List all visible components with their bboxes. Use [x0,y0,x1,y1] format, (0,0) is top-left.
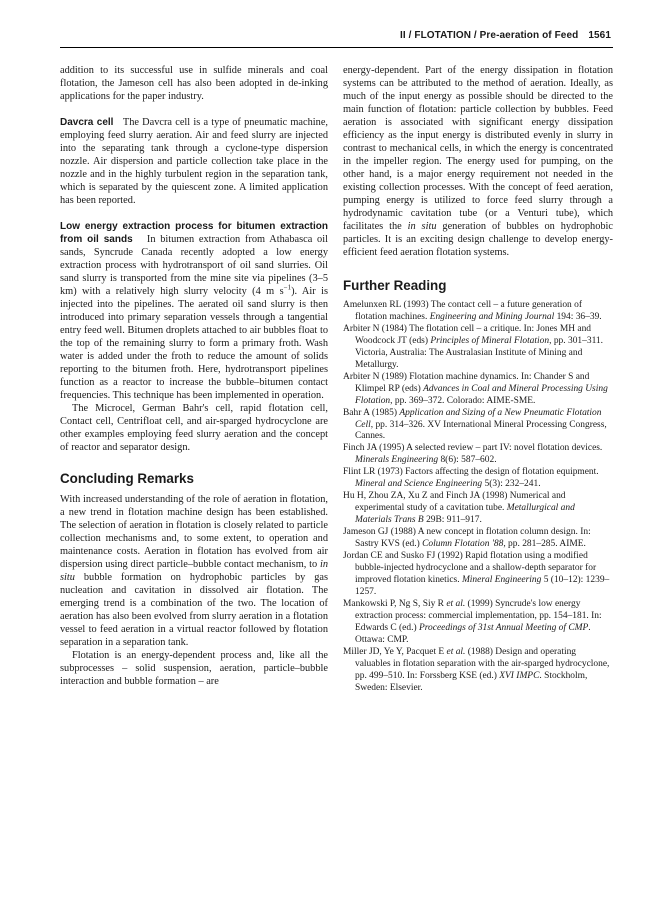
running-title: II / FLOTATION / Pre-aeration of Feed [400,30,579,41]
low-energy-paragraph [60,220,328,402]
page-number: 1561 [588,30,611,41]
continuation-italic: in situ [407,221,437,232]
continuation-text-b: generation of bubbles on hydrophobic particles. It is an exciting design challenge to develop energy-efficient feed aeration flotation systems. [343,221,614,258]
davcra-paragraph [60,116,328,207]
concluding-p1-italic: in situ [60,559,328,583]
continuation-text-a: energy-dependent. Part of the energy dissipation in flotation systems can be attributed to the method of aeration. Ideally, as much of the input energy as possible should be directed to the main function of flotation: particle collection by bubbles. Feed aeration is associated with significant energy dissipation efficiency as the input energy is distributed evenly in slurry in contrast to mechanical cells, in which the energy is concentrated in the impeller region. The energy used for pumping, on the other hand, is a major energy requirement not needed in the existing collection processes. With the concept of feed aeration, pumping energy is utilized to force feed slurry through a hydrodynamic cavitation tube (or a Venturi tube), which facilitates the [343,65,613,232]
microcel-paragraph: The Microcel, German Bahr's cell, rapid flotation cell, Contact cell, Centrifloat cell, and air-sparged hydrocyclone are other examples employing feed slurry aeration and the concept of reactor and separator design. [60,403,328,453]
davcra-heading: Davcra cell [60,117,114,128]
reference-item: Bahr A (1985) Application and Sizing of a New Pneumatic Flotation Cell, pp. 314–326. XV International Mineral Processing Congress, Cannes. [343,407,607,442]
intro-paragraph: addition to its successful use in sulfide minerals and coal flotation, the Jameson cell has also been adopted in de-inking applications for the paper industry. [60,65,328,102]
running-head [400,30,611,41]
reference-item: Hu H, Zhou ZA, Xu Z and Finch JA (1998) Numerical and experimental study of a cavitation tube. Metallurgical and Materials Trans B 29B: 911–917. [343,491,575,526]
reference-item: Amelunxen RL (1993) The contact cell – a future generation of flotation machines. Engineering and Mining Journal 194: 36–39. [343,300,602,322]
concluding-paragraph-2: Flotation is an energy-dependent process and, like all the subprocesses – solid suspension, aeration, particle–bubble interaction and bubble formation – are [60,650,328,687]
reference-item: Jameson GJ (1988) A new concept in flotation column design. In: Sastry KVS (ed.) Column Flotation '88, pp. 281–285. AIME. [343,527,591,550]
concluding-paragraph-1 [60,493,328,649]
reference-item: Mankowski P, Ng S, Siy R et al. (1999) Syncrude's low energy extraction process: commercial implementation, pp. 154–181. In: Edwards C (ed.) Proceedings of 31st Annual Meeting of CMP. Ottawa: CMP. [343,598,602,645]
low-energy-superscript: −1 [283,283,292,292]
reference-item: Jordan CE and Susko FJ (1992) Rapid flotation using a modified bubble-injected hydrocyclone and a shallow-depth separator for improved flotation kinetics. Mineral Engineering 5 (10–12): 1239–1257. [343,551,610,597]
low-energy-heading: Low energy extraction process for bitumen extraction from oil sands [60,221,328,245]
further-reading-heading: Further Reading [343,278,447,293]
concluding-remarks-heading: Concluding Remarks [60,471,194,486]
header-rule [60,47,613,48]
low-energy-text-1: In bitumen extraction from Athabasca oil sands, Syncrude Canada recently adopted a low energy extraction process with hydrotransport of oil sand slurries. Oil sand slurry is transported from the mine site via pipelines (3–5 km) with a relatively high slurry velocity (4 m s [60,234,328,297]
left-column [60,64,328,688]
concluding-p1-text-a: With increased understanding of the role of aeration in flotation, a new trend in flotation machine design has been established. The selection of aeration in flotation is closely related to particle collection mechanisms and, to some extent, to operation and maintenance costs. Aeration in flotation has evolved from air dispersion using direct particle–bubble contact mechanism, to [60,494,328,570]
reference-item: Arbiter N (1989) Flotation machine dynamics. In: Chander S and Klimpel RP (eds) Advances in Coal and Mineral Processing Using Flotation, pp. 369–372. Colorado: AIME-SME. [343,371,608,406]
davcra-text: The Davcra cell is a type of pneumatic machine, employing feed slurry aeration. Air and feed slurry are injected into the separating tank through a cyclone-type dispersion nozzle. Air dispersion and particle collection take place in the nozzle and in the highly turbulent region in the separation tank, which is separated by the quiescent zone. A limited application has been reported. [60,117,328,206]
reference-list [343,300,613,694]
concluding-p1-text-b: bubble formation on hydrophobic particles by gas nucleation and cavitation in dissolved air flotation. The emerging trend is a combination of the two. The location of aeration has also been evolved from slurry aeration in a flotation vessel to feed aeration in a virtual reactor followed by flotation separation in a separation tank. [60,572,328,648]
low-energy-text-2: ). Air is injected into the pipelines. The aerated oil sand slurry is then introduced into primary separation vessels through a tangential entry feed well. Bitumen droplets attached to air bubbles float to the top of the remaining slurry to form a primary froth. Wash water is added under the froth to reduce the amount of solids reporting to the bitumen froth. Here, hydrotransport pipelines function as a reactor to increase the bubble–bitumen contact frequencies. This technique has been implemented in operation. [60,286,328,401]
continuation-paragraph [343,64,613,259]
reference-item: Finch JA (1995) A selected review – part IV: novel flotation devices. Minerals Engineering 8(6): 587–602. [343,443,603,466]
reference-item: Miller JD, Ye Y, Pacquet E et al. (1988) Design and operating valuables in flotation separation with the air-sparged hydrocyclone, pp. 499–510. In: Forssberg KSE (ed.) XVI IMPC. Stockholm, Sweden: Elsevier. [343,646,610,693]
reference-item: Arbiter N (1984) The flotation cell – a critique. In: Jones MH and Woodcock JT (eds) Principles of Mineral Flotation, pp. 301–311. Victoria, Australia: The Australasian Institute of Mining and Metallurgy. [343,323,604,370]
right-column [343,64,613,694]
reference-item: Flint LR (1973) Factors affecting the design of flotation equipment. Mineral and Science Engineering 5(3): 232–241. [343,467,599,490]
